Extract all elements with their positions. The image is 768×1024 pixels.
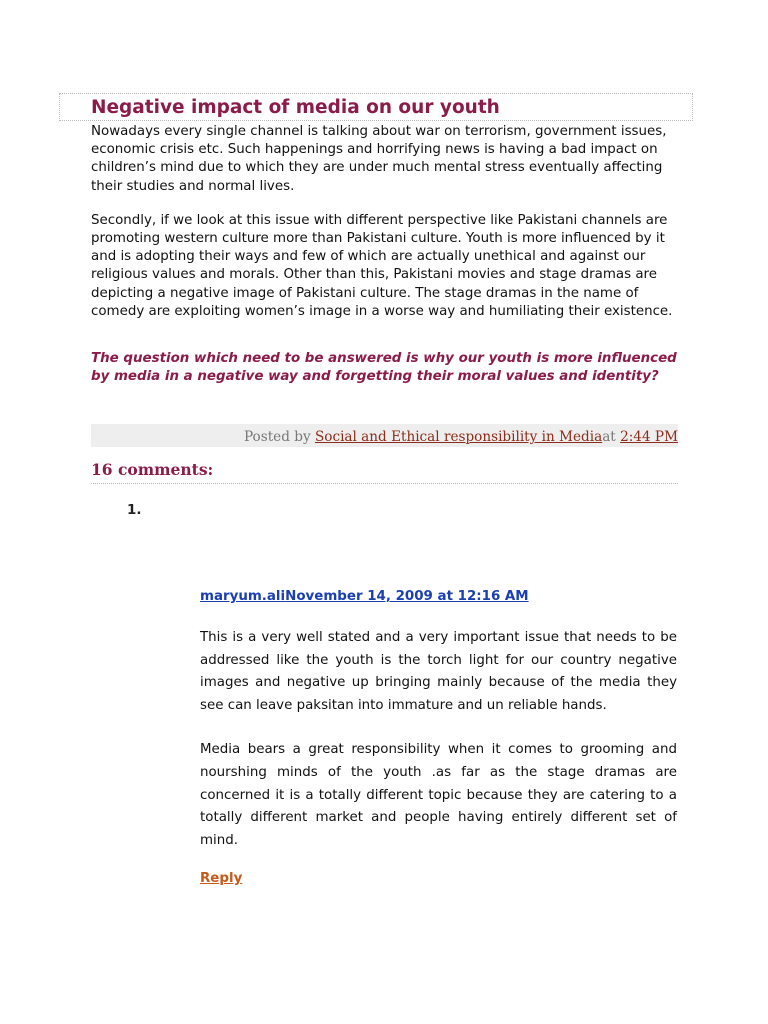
post-time-link[interactable]: 2:44 PM (620, 429, 678, 445)
reply-link[interactable]: Reply (200, 871, 243, 886)
posted-by-label: Posted by (243, 429, 315, 445)
post-author-link[interactable]: Social and Ethical responsibility in Media (314, 429, 603, 445)
comments-divider (91, 483, 678, 484)
comment-number: 1. (127, 503, 142, 518)
comment-paragraph: Media bears a great responsibility when it comes to grooming and nourshing minds of the youth .as far as the stage dramas are concerned it is a totally different topic because they are catering to a totally different market and people having entirely different set of mind. (200, 742, 677, 848)
comment-date-link[interactable]: November 14, 2009 at 12:16 AM (285, 589, 529, 604)
comment-author-line (200, 589, 529, 604)
post-question: The question which need to be answered is why our youth is more influenced by media in a negative way and forgetting their moral values and identity? (91, 351, 677, 385)
comment-body (200, 627, 677, 852)
comments-heading: 16 comments: (91, 460, 214, 479)
post-paragraph: Nowadays every single channel is talking about war on terrorism, government issues, economic crisis etc. Such happenings and horrifying news is having a bad impact on children’s mind due to which they are under much mental stress eventually affecting their studies and normal lives. (91, 124, 667, 194)
post-paragraph: Secondly, if we look at this issue with different perspective like Pakistani channels are promoting western culture more than Pakistani culture. Youth is more influenced by it and is adopting their ways and few of which are actually unethical and against our religious values and morals. Other than this, Pakistani movies and stage dramas are depicting a negative image of Pakistani culture. The stage dramas in the name of comedy are exploiting women’s image in a worse way and humiliating their existence. (91, 212, 673, 319)
post-body (91, 123, 691, 386)
post-title-box (59, 93, 693, 121)
comment-author-link[interactable]: maryum.ali (200, 589, 286, 604)
posted-at-label: at (602, 429, 621, 445)
comment-paragraph: This is a very well stated and a very important issue that needs to be addressed like the youth is the torch light for our country negative images and negative up bringing mainly because of the media they see can leave paksitan into immature and un reliable hands. (200, 630, 677, 713)
post-footer (91, 424, 678, 447)
post-title: Negative impact of media on our youth (91, 97, 500, 118)
